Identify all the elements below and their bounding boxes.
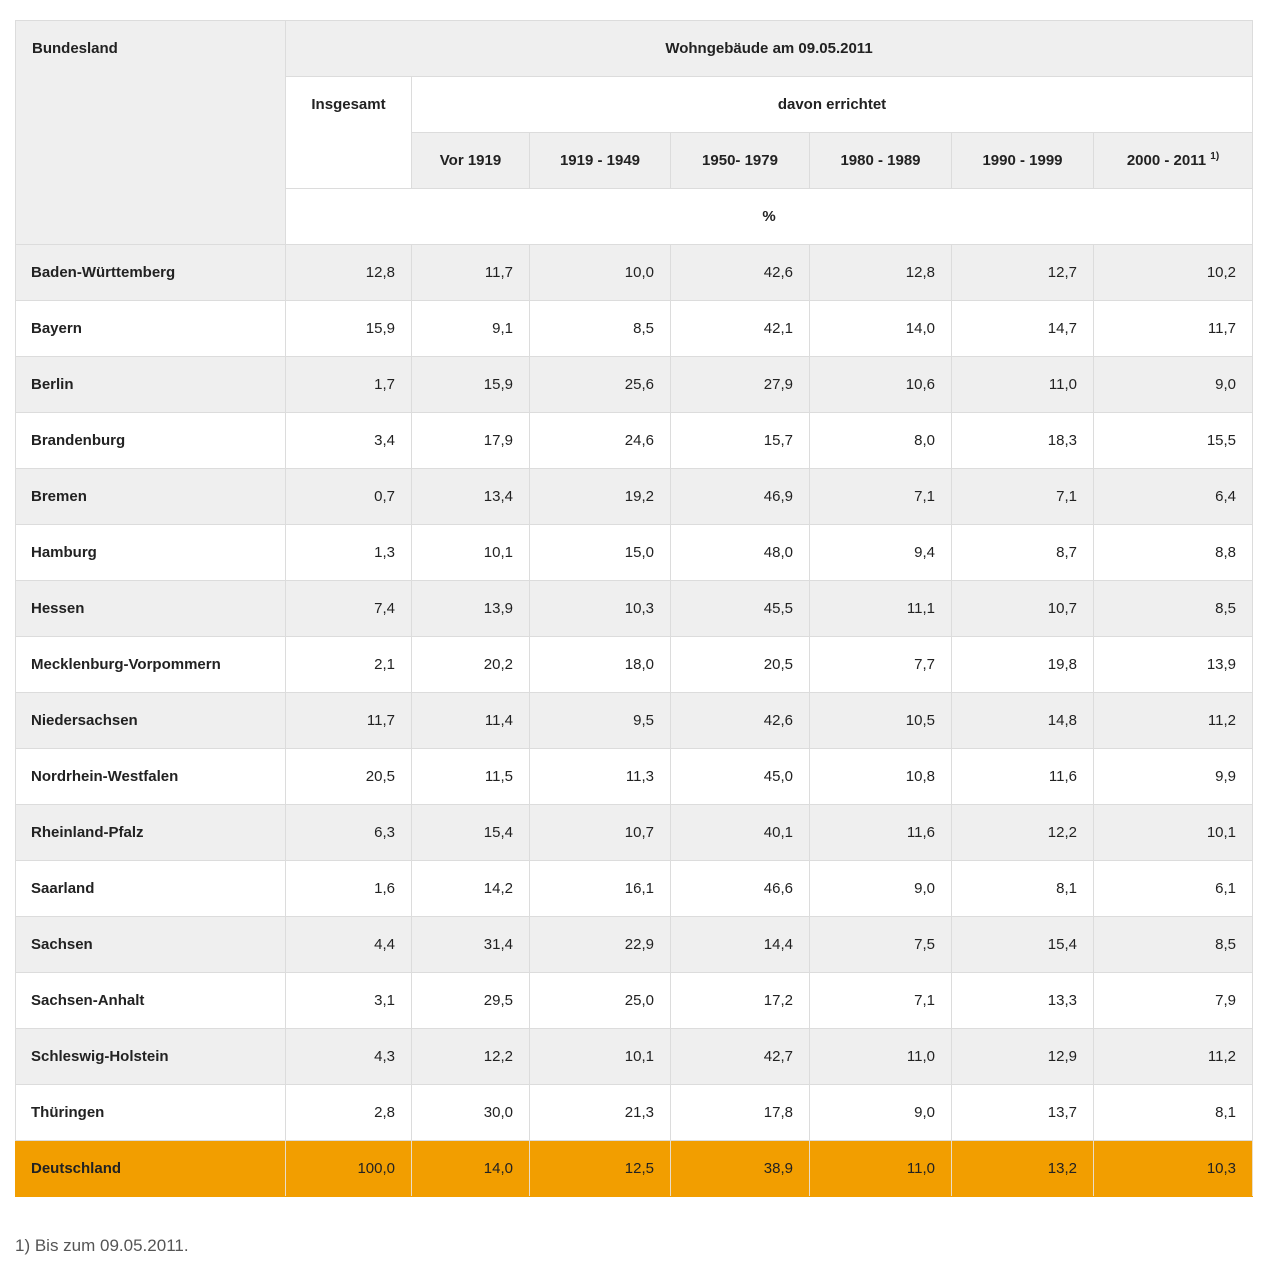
table-cell: 8,5 (1094, 917, 1253, 973)
table-cell: 18,0 (530, 637, 671, 693)
table-cell: 42,6 (671, 693, 810, 749)
row-label: Niedersachsen (16, 693, 286, 749)
table-cell: 7,1 (810, 469, 952, 525)
table-cell: 25,0 (530, 973, 671, 1029)
table-row (16, 861, 1253, 917)
table-cell: 9,9 (1094, 749, 1253, 805)
table-row (16, 413, 1253, 469)
header-period-last (1094, 133, 1253, 189)
table-cell: 10,1 (530, 1029, 671, 1085)
table-header (16, 21, 1253, 245)
table-cell: 18,3 (952, 413, 1094, 469)
header-period: 1990 - 1999 (952, 133, 1094, 189)
table-cell: 6,3 (286, 805, 412, 861)
table-cell: 4,4 (286, 917, 412, 973)
row-label: Hessen (16, 581, 286, 637)
table-cell: 48,0 (671, 525, 810, 581)
table-cell: 7,1 (810, 973, 952, 1029)
table-cell: 100,0 (286, 1141, 412, 1197)
table-body (16, 245, 1253, 1197)
table-cell: 16,1 (530, 861, 671, 917)
table-cell: 20,2 (412, 637, 530, 693)
row-label: Thüringen (16, 1085, 286, 1141)
table-cell: 14,2 (412, 861, 530, 917)
table-cell: 13,9 (1094, 637, 1253, 693)
table-cell: 11,3 (530, 749, 671, 805)
row-label: Saarland (16, 861, 286, 917)
row-label: Schleswig-Holstein (16, 1029, 286, 1085)
row-label: Mecklenburg-Vorpommern (16, 637, 286, 693)
table-cell: 40,1 (671, 805, 810, 861)
table-row (16, 917, 1253, 973)
table-cell: 0,7 (286, 469, 412, 525)
table-cell: 10,3 (1094, 1141, 1253, 1197)
table-cell: 14,4 (671, 917, 810, 973)
table-cell: 11,2 (1094, 693, 1253, 749)
table-cell: 6,1 (1094, 861, 1253, 917)
row-label: Brandenburg (16, 413, 286, 469)
table-cell: 9,5 (530, 693, 671, 749)
table-cell: 4,3 (286, 1029, 412, 1085)
table-row (16, 581, 1253, 637)
table-cell: 8,0 (810, 413, 952, 469)
table-cell: 21,3 (530, 1085, 671, 1141)
table-cell: 13,9 (412, 581, 530, 637)
table-cell: 10,5 (810, 693, 952, 749)
table-cell: 11,0 (952, 357, 1094, 413)
table-row (16, 245, 1253, 301)
table-cell: 13,7 (952, 1085, 1094, 1141)
table-cell: 38,9 (671, 1141, 810, 1197)
table-cell: 15,5 (1094, 413, 1253, 469)
table-cell: 20,5 (671, 637, 810, 693)
row-label: Sachsen-Anhalt (16, 973, 286, 1029)
row-label: Sachsen (16, 917, 286, 973)
header-period: 1919 - 1949 (530, 133, 671, 189)
table-cell: 11,4 (412, 693, 530, 749)
table-cell: 12,5 (530, 1141, 671, 1197)
table-cell: 11,6 (952, 749, 1094, 805)
table-cell: 46,9 (671, 469, 810, 525)
row-label: Deutschland (16, 1141, 286, 1197)
table-cell: 10,8 (810, 749, 952, 805)
table-cell: 10,2 (1094, 245, 1253, 301)
table-cell: 29,5 (412, 973, 530, 1029)
table-cell: 10,0 (530, 245, 671, 301)
table-cell: 11,5 (412, 749, 530, 805)
table-cell: 10,6 (810, 357, 952, 413)
table-cell: 7,7 (810, 637, 952, 693)
table-row (16, 749, 1253, 805)
table-cell: 11,0 (810, 1029, 952, 1085)
table-row (16, 469, 1253, 525)
table-cell: 17,2 (671, 973, 810, 1029)
footnote: 1) Bis zum 09.05.2011. (15, 1236, 189, 1255)
table-cell: 27,9 (671, 357, 810, 413)
table-cell: 11,6 (810, 805, 952, 861)
row-label: Nordrhein-Westfalen (16, 749, 286, 805)
table-cell: 45,5 (671, 581, 810, 637)
table-cell: 1,7 (286, 357, 412, 413)
table-cell: 12,2 (412, 1029, 530, 1085)
header-period: 1980 - 1989 (810, 133, 952, 189)
table-cell: 10,7 (952, 581, 1094, 637)
table-container (15, 20, 1252, 1197)
table-row (16, 693, 1253, 749)
table-cell: 14,7 (952, 301, 1094, 357)
footnote-marker: 1) (1210, 151, 1220, 162)
row-label: Baden-Württemberg (16, 245, 286, 301)
table-cell: 13,3 (952, 973, 1094, 1029)
table-cell: 3,1 (286, 973, 412, 1029)
table-cell: 12,8 (286, 245, 412, 301)
table-cell: 11,2 (1094, 1029, 1253, 1085)
table-cell: 13,2 (952, 1141, 1094, 1197)
total-row (16, 1141, 1253, 1197)
table-cell: 8,1 (952, 861, 1094, 917)
row-label: Rheinland-Pfalz (16, 805, 286, 861)
table-cell: 19,8 (952, 637, 1094, 693)
table-cell: 11,7 (412, 245, 530, 301)
header-main-title: Wohngebäude am 09.05.2011 (286, 21, 1253, 77)
table-cell: 42,7 (671, 1029, 810, 1085)
table-cell: 2,1 (286, 637, 412, 693)
table-cell: 30,0 (412, 1085, 530, 1141)
table-cell: 15,7 (671, 413, 810, 469)
table-cell: 42,6 (671, 245, 810, 301)
table-cell: 9,0 (810, 1085, 952, 1141)
table-cell: 17,8 (671, 1085, 810, 1141)
table-cell: 7,1 (952, 469, 1094, 525)
table-cell: 22,9 (530, 917, 671, 973)
row-label: Hamburg (16, 525, 286, 581)
table-cell: 11,7 (286, 693, 412, 749)
table-row (16, 357, 1253, 413)
header-period: 1950- 1979 (671, 133, 810, 189)
table-cell: 3,4 (286, 413, 412, 469)
header-insgesamt: Insgesamt (286, 77, 412, 189)
table-cell: 25,6 (530, 357, 671, 413)
table-cell: 12,8 (810, 245, 952, 301)
table-cell: 7,9 (1094, 973, 1253, 1029)
table-cell: 7,5 (810, 917, 952, 973)
table-cell: 9,4 (810, 525, 952, 581)
table-cell: 8,5 (1094, 581, 1253, 637)
table-row (16, 1085, 1253, 1141)
table-cell: 2,8 (286, 1085, 412, 1141)
table-cell: 14,0 (412, 1141, 530, 1197)
header-period: Vor 1919 (412, 133, 530, 189)
table-cell: 12,7 (952, 245, 1094, 301)
table-cell: 11,0 (810, 1141, 952, 1197)
data-table (15, 20, 1253, 1197)
table-cell: 12,2 (952, 805, 1094, 861)
table-cell: 10,1 (1094, 805, 1253, 861)
table-cell: 31,4 (412, 917, 530, 973)
table-cell: 15,9 (286, 301, 412, 357)
table-row (16, 637, 1253, 693)
table-cell: 9,0 (810, 861, 952, 917)
table-row (16, 805, 1253, 861)
table-cell: 11,7 (1094, 301, 1253, 357)
table-cell: 19,2 (530, 469, 671, 525)
header-bundesland: Bundesland (16, 21, 286, 245)
table-cell: 15,4 (952, 917, 1094, 973)
table-cell: 12,9 (952, 1029, 1094, 1085)
table-cell: 8,5 (530, 301, 671, 357)
table-cell: 11,1 (810, 581, 952, 637)
row-label: Bremen (16, 469, 286, 525)
table-cell: 7,4 (286, 581, 412, 637)
table-cell: 1,3 (286, 525, 412, 581)
header-period-label: 2000 - 2011 (1126, 152, 1207, 169)
table-cell: 42,1 (671, 301, 810, 357)
table-cell: 10,1 (412, 525, 530, 581)
table-row (16, 973, 1253, 1029)
table-cell: 14,8 (952, 693, 1094, 749)
table-row (16, 301, 1253, 357)
table-row (16, 525, 1253, 581)
table-cell: 8,1 (1094, 1085, 1253, 1141)
table-cell: 8,7 (952, 525, 1094, 581)
table-cell: 13,4 (412, 469, 530, 525)
table-cell: 1,6 (286, 861, 412, 917)
table-cell: 10,3 (530, 581, 671, 637)
header-unit: % (286, 189, 1253, 245)
table-cell: 14,0 (810, 301, 952, 357)
table-cell: 9,1 (412, 301, 530, 357)
row-label: Bayern (16, 301, 286, 357)
table-cell: 20,5 (286, 749, 412, 805)
table-cell: 9,0 (1094, 357, 1253, 413)
table-cell: 8,8 (1094, 525, 1253, 581)
table-cell: 15,0 (530, 525, 671, 581)
table-cell: 6,4 (1094, 469, 1253, 525)
table-cell: 17,9 (412, 413, 530, 469)
table-cell: 10,7 (530, 805, 671, 861)
table-cell: 15,9 (412, 357, 530, 413)
table-cell: 24,6 (530, 413, 671, 469)
table-cell: 46,6 (671, 861, 810, 917)
table-cell: 15,4 (412, 805, 530, 861)
row-label: Berlin (16, 357, 286, 413)
table-cell: 45,0 (671, 749, 810, 805)
table-row (16, 1029, 1253, 1085)
header-davon-errichtet: davon errichtet (412, 77, 1253, 133)
